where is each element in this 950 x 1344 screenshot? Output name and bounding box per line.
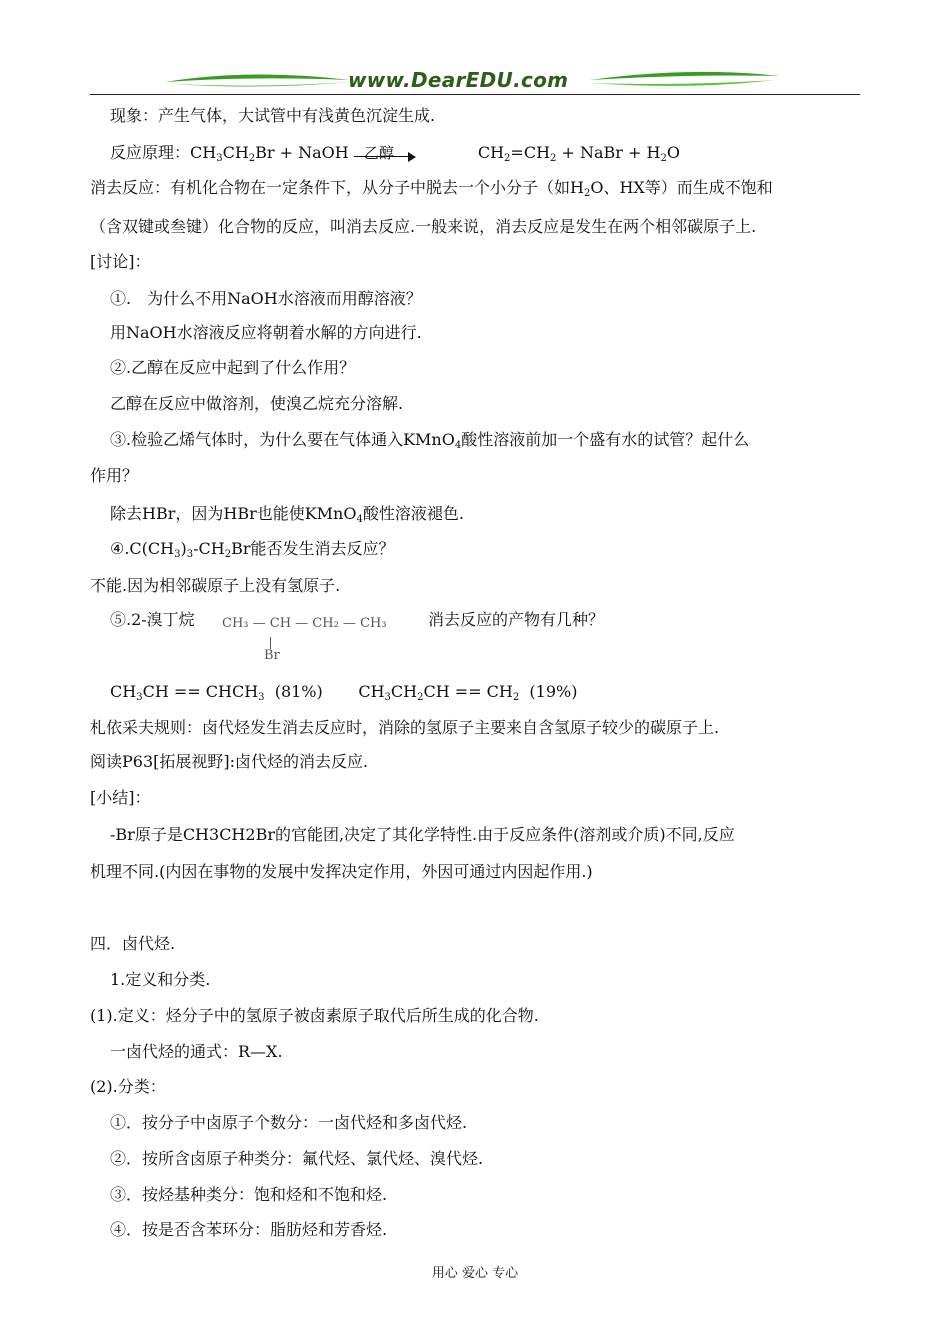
text-line: 消去反应：有机化合物在一定条件下，从分子中脱去一个小分子（如$H_2O$、HX等）而生成不饱和: [90, 178, 773, 199]
text-line: 作用？: [90, 466, 139, 485]
text-line: 用NaOH水溶液反应将朝着水解的方向进行.: [110, 323, 422, 342]
header-rule: [90, 94, 860, 95]
list-item: ④．按是否含苯环分：脂肪烃和芳香烃.: [110, 1220, 388, 1239]
structural-formula: CH₃ — CH — CH₂ — CH₃ Br: [222, 616, 387, 663]
text-line: 除去HBr，因为HBr也能使KMnO$_4$酸性溶液褪色.: [110, 504, 464, 525]
page-footer: 用心 爱心 专心: [431, 1266, 519, 1281]
list-item: ②．按所含卤原子种类分：氟代烃、氯代烃、溴代烃.: [110, 1149, 484, 1168]
reaction-arrow-icon: 乙醇: [354, 143, 416, 163]
section-heading: [讨论]：: [90, 252, 151, 271]
text-line: (1).定义：烃分子中的氢原子被卤素原子取代后所生成的化合物.: [90, 1006, 539, 1025]
text-line: 札依采夫规则：卤代烃发生消去反应时，消除的氢原子主要来自含氢原子较少的碳原子上.: [90, 718, 720, 737]
text-line: -Br原子是CH3CH2Br的官能团,决定了其化学特性.由于反应条件(溶剂或介质)不同,反应: [110, 825, 735, 844]
reaction-equation: 反应原理：$CH_3CH_2Br$ + NaOH 乙醇 $CH_2=CH_2$ + NaBr + $H_2O$: [110, 143, 680, 164]
list-item: ③．按烃基种类分：饱和烃和不饱和烃.: [110, 1185, 388, 1204]
site-logo: [160, 66, 790, 96]
text-line: ②.乙醇在反应中起到了什么作用？: [110, 358, 356, 377]
text-line: 1.定义和分类.: [110, 970, 211, 989]
text-line: 阅读P63[拓展视野]:卤代烃的消去反应.: [90, 752, 369, 771]
logo-text: www.DearEDU.com: [348, 68, 569, 92]
text-line: 乙醇在反应中做溶剂，使溴乙烷充分溶解.: [110, 394, 404, 413]
text-line: ③.检验乙烯气体时，为什么要在气体通入KMnO$_4$酸性溶液前加一个盛有水的试管？起什么: [110, 430, 750, 451]
text-line: 消去反应的产物有几种？: [428, 610, 605, 629]
section-heading: 四．卤代烃.: [90, 934, 176, 953]
text-line: (2).分类：: [90, 1077, 166, 1096]
products-line: $CH_3CH$ == $CHCH_3$ (81%) $CH_3CH_2CH == CH_2$ (19%): [110, 682, 578, 703]
text-line: $④.C(CH_3)_3-CH_2Br$能否发生消去反应？: [110, 539, 395, 560]
text-line: （含双键或叁键）化合物的反应，叫消去反应.一般来说，消去反应是发生在两个相邻碳原子上.: [90, 217, 757, 236]
text-line: 现象：产生气体，大试管中有浅黄色沉淀生成.: [110, 106, 436, 125]
section-heading: [小结]：: [90, 788, 151, 807]
list-item: ①．按分子中卤原子个数分：一卤代烃和多卤代烃.: [110, 1113, 468, 1132]
text-line: ⑤.2-溴丁烷: [110, 610, 195, 629]
text-line: ①. 为什么不用NaOH水溶液而用醇溶液？: [110, 289, 422, 308]
text-line: 机理不同.(内因在事物的发展中发挥决定作用，外因可通过内因起作用.): [90, 862, 593, 881]
text-line: 一卤代烃的通式：R—X.: [110, 1042, 283, 1061]
text-line: 不能.因为相邻碳原子上没有氢原子.: [90, 576, 341, 595]
